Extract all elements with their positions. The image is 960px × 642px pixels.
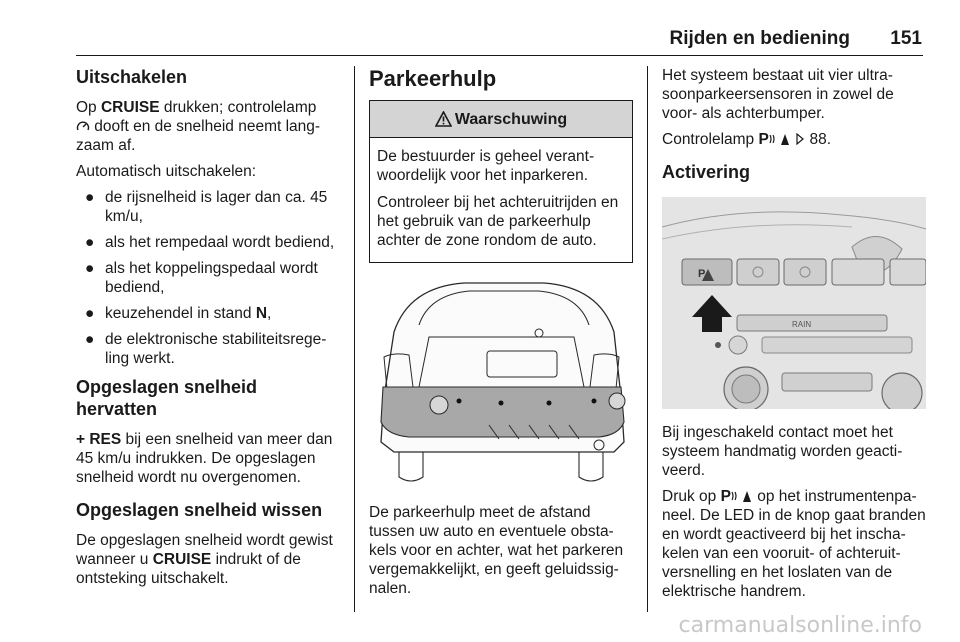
- chapter-title: Rijden en bediening: [669, 28, 850, 49]
- paragraph: Controlelamp P 88.: [662, 131, 832, 148]
- heading-wissen: Opgeslagen snelheid wissen: [76, 500, 323, 520]
- list-item: ● als het koppelingspedaal wordt bediend,: [85, 260, 318, 296]
- heading-parkeerhulp: Parkeerhulp: [369, 66, 497, 91]
- warning-paragraph: Controleer bij het achteruitrijden en het gebruik van de parkeerhulp achter de zone rondom de auto.: [377, 194, 619, 249]
- column-right: [662, 66, 928, 608]
- panel-label: RAIN: [792, 320, 812, 329]
- parking-sensor-icon: [769, 132, 791, 146]
- column-divider: [354, 66, 355, 612]
- list-item: ● de elektronische stabiliteitsrege-ling werkt.: [85, 331, 327, 367]
- page-header: [0, 28, 960, 52]
- page-number: 151: [890, 28, 922, 49]
- warning-body: [370, 138, 632, 262]
- column-divider: [647, 66, 648, 612]
- column-middle: [369, 66, 633, 605]
- cruise-control-icon: [76, 120, 90, 132]
- svg-text:P: P: [698, 268, 706, 280]
- page-reference-icon: [795, 133, 805, 145]
- paragraph: De opgeslagen snelheid wordt gewist wanneer u CRUISE indrukt of de ontsteking uitschakelt.: [76, 532, 333, 587]
- warning-paragraph: De bestuurder is geheel verant-woordelijk voor het inparkeren.: [377, 148, 595, 184]
- list-item: ● als het rempedaal wordt bediend,: [85, 234, 335, 251]
- warning-box: [369, 100, 633, 263]
- bullet-list: [76, 188, 342, 368]
- list-item: ● keuzehendel in stand N,: [85, 305, 272, 322]
- heading-activering: Activering: [662, 162, 751, 182]
- paragraph: Het systeem bestaat uit vier ultra-soonparkeersensoren in zowel de voor- als achterbumper.: [662, 67, 894, 122]
- paragraph: Druk op P op het instrumentenpa-neel. De LED in de knop gaat branden en wordt geactiveerd bij het inscha-kelen van een vooruit- of achteruit-versnelling en het loslaten van de elektrische handrem.: [662, 488, 926, 600]
- warning-header: Waarschuwing: [370, 101, 632, 138]
- column-left: [76, 66, 342, 595]
- paragraph: Automatisch uitschakelen:: [76, 163, 257, 180]
- list-item: ● de rijsnelheid is lager dan ca. 45 km/u,: [85, 189, 328, 225]
- paragraph: + RES bij een snelheid van meer dan 45 km/u indrukken. De opgeslagen snelheid wordt nu overgenomen.: [76, 431, 333, 486]
- warning-icon: [435, 111, 452, 127]
- parking-sensor-icon: [731, 489, 753, 503]
- heading-uitschakelen: Uitschakelen: [76, 67, 188, 87]
- paragraph: De parkeerhulp meet de afstand tussen uw auto en eventuele obsta-kels voor en achter, wat het parkeren vergemakkelijkt, en geeft geluidssig-nalen.: [369, 504, 624, 597]
- header-rule: [76, 55, 923, 56]
- watermark: carmanualsonline.info: [678, 613, 922, 638]
- paragraph: Op CRUISE drukken; controlelamp dooft en de snelheid neemt lang-zaam af.: [76, 99, 321, 154]
- paragraph: Bij ingeschakeld contact moet het systeem handmatig worden geacti-veerd.: [662, 424, 903, 479]
- car-rear-illustration: [369, 277, 633, 489]
- dashboard-button-illustration: [662, 197, 926, 409]
- heading-hervatten: Opgeslagen snelheid hervatten: [76, 377, 258, 419]
